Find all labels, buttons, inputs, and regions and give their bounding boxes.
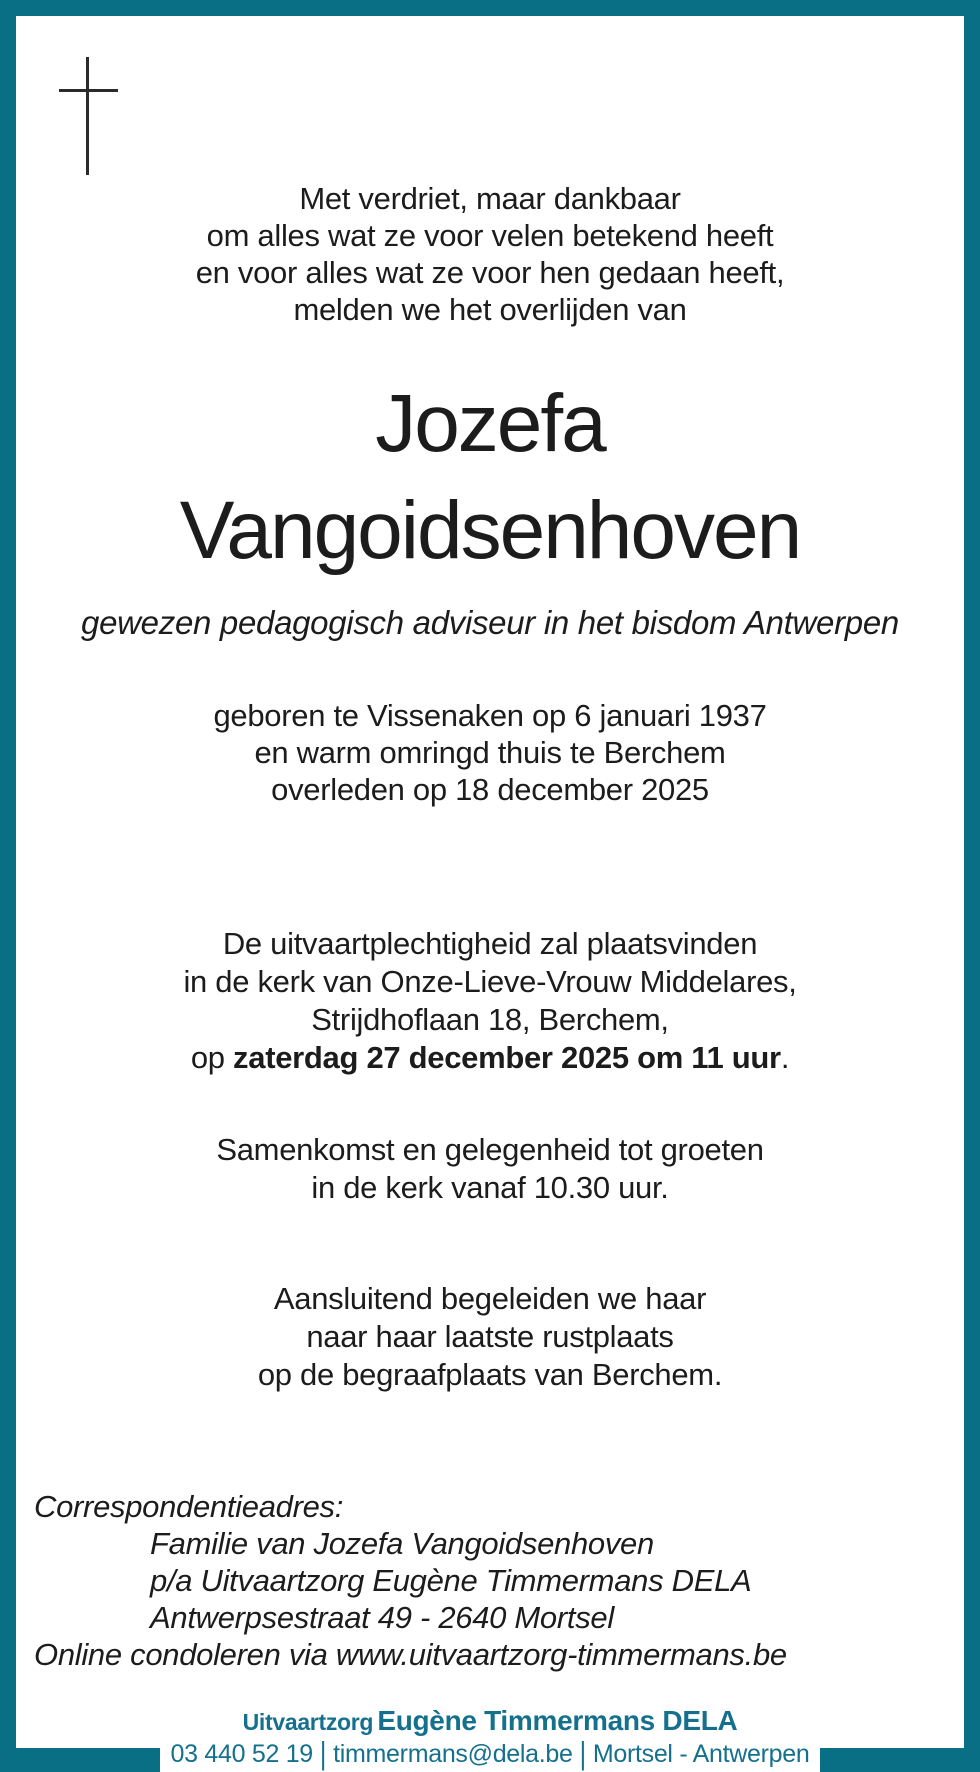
funeral-home-brand-name: Eugène Timmermans DELA bbox=[377, 1705, 738, 1736]
footer-bar-left bbox=[0, 1748, 160, 1772]
gathering-info bbox=[16, 1131, 964, 1207]
burial-info bbox=[16, 1280, 964, 1394]
deceased-last-name: Vangoidsenhoven bbox=[179, 485, 801, 576]
correspondence-label: Correspondentieadres: bbox=[34, 1489, 344, 1524]
contact-separator: | bbox=[579, 1736, 586, 1772]
ceremony-line: Strijdhoflaan 18, Berchem, bbox=[311, 1002, 669, 1037]
intro-line: en voor alles wat ze voor hen gedaan heeft, bbox=[195, 255, 785, 290]
funeral-home-contact bbox=[160, 1736, 820, 1772]
gathering-line: Samenkomst en gelegenheid tot groeten bbox=[216, 1132, 764, 1167]
funeral-home-brand bbox=[16, 1703, 964, 1739]
intro-line: melden we het overlijden van bbox=[293, 292, 687, 327]
border-left bbox=[0, 0, 16, 1772]
ceremony-date-prefix: op bbox=[190, 1040, 234, 1075]
ceremony-date-line bbox=[16, 1039, 964, 1077]
burial-line: op de begraafplaats van Berchem. bbox=[257, 1357, 723, 1392]
correspondence-line: Familie van Jozefa Vangoidsenhoven bbox=[150, 1526, 654, 1561]
deceased-name bbox=[16, 370, 964, 584]
correspondence-line: p/a Uitvaartzorg Eugène Timmermans DELA bbox=[150, 1563, 752, 1598]
contact-separator: | bbox=[319, 1736, 327, 1772]
ceremony-date-suffix: . bbox=[780, 1040, 790, 1075]
funeral-home-brand-prefix: Uitvaartzorg bbox=[242, 1709, 374, 1735]
ceremony-date-bold: zaterdag 27 december 2025 om 11 uur bbox=[233, 1040, 781, 1075]
correspondence-line: Antwerpsestraat 49 - 2640 Mortsel bbox=[150, 1600, 614, 1635]
birth-death-info bbox=[16, 697, 964, 808]
burial-line: naar haar laatste rustplaats bbox=[306, 1319, 674, 1354]
ceremony-line: De uitvaartplechtigheid zal plaatsvinden bbox=[222, 926, 758, 961]
intro-line: Met verdriet, maar dankbaar bbox=[299, 181, 681, 216]
ceremony-line: in de kerk van Onze-Lieve-Vrouw Middelares, bbox=[183, 964, 797, 999]
contact-phone: 03 440 52 19 bbox=[170, 1740, 313, 1768]
correspondence-address bbox=[34, 1488, 964, 1673]
cross-horizontal-bar bbox=[59, 89, 118, 92]
contact-location: Mortsel - Antwerpen bbox=[592, 1740, 810, 1768]
border-right bbox=[964, 0, 980, 1772]
burial-line: Aansluitend begeleiden we haar bbox=[273, 1281, 707, 1316]
contact-email: timmermans@dela.be bbox=[333, 1740, 573, 1768]
birth-death-line: overleden op 18 december 2025 bbox=[271, 772, 709, 807]
deceased-first-name: Jozefa bbox=[375, 378, 605, 469]
role-subtitle: gewezen pedagogisch adviseur in het bisdom Antwerpen bbox=[81, 604, 899, 641]
gathering-line: in de kerk vanaf 10.30 uur. bbox=[311, 1170, 669, 1205]
cross-vertical-bar bbox=[86, 57, 89, 175]
border-top bbox=[0, 0, 980, 16]
birth-death-line: geboren te Vissenaken op 6 januari 1937 bbox=[213, 698, 767, 733]
birth-death-line: en warm omringd thuis te Berchem bbox=[254, 735, 726, 770]
online-condolence: Online condoleren via www.uitvaartzorg-timmermans.be bbox=[34, 1637, 787, 1672]
footer-bar-right bbox=[820, 1748, 980, 1772]
intro-line: om alles wat ze voor velen betekend heeft bbox=[206, 218, 774, 253]
intro-text bbox=[16, 180, 964, 328]
ceremony-info bbox=[16, 925, 964, 1077]
